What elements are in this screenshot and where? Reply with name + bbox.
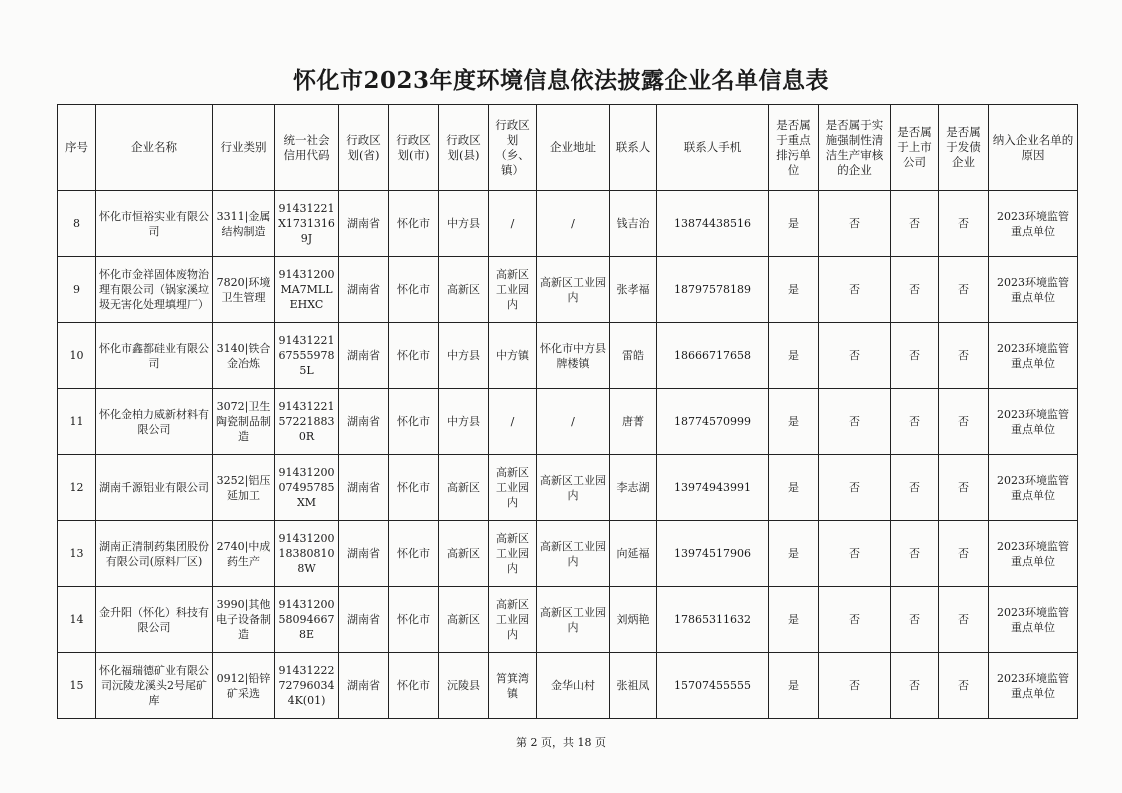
cell-company-name: 金升阳（怀化）科技有限公司	[96, 587, 213, 653]
cell-address: 高新区工业园内	[537, 257, 610, 323]
cell-reason: 2023环境监管重点单位	[989, 191, 1078, 257]
cell-contact: 钱吉治	[610, 191, 657, 257]
cell-key-polluter: 是	[769, 257, 819, 323]
cell-reason: 2023环境监管重点单位	[989, 587, 1078, 653]
cell-contact: 李志湖	[610, 455, 657, 521]
header-cell-contact: 联系人	[610, 105, 657, 191]
header-cell-listed: 是否属于上市公司	[891, 105, 939, 191]
cell-county: 高新区	[439, 587, 489, 653]
table-row	[58, 521, 1078, 587]
cell-industry: 3072|卫生陶瓷制品制造	[213, 389, 275, 455]
header-cell-province: 行政区划(省)	[339, 105, 389, 191]
cell-province: 湖南省	[339, 191, 389, 257]
cell-industry: 3311|金属结构制造	[213, 191, 275, 257]
cell-listed: 否	[891, 587, 939, 653]
header-cell-industry: 行业类别	[213, 105, 275, 191]
cell-company-name: 怀化金柏力威新材料有限公司	[96, 389, 213, 455]
cell-key-polluter: 是	[769, 521, 819, 587]
cell-clean-production: 否	[819, 389, 891, 455]
cell-company-name: 湖南正清制药集团股份有限公司(原料厂区)	[96, 521, 213, 587]
table-row	[58, 191, 1078, 257]
enterprise-table	[57, 104, 1078, 719]
cell-index: 11	[58, 389, 96, 455]
header-cell-phone: 联系人手机	[657, 105, 769, 191]
cell-listed: 否	[891, 521, 939, 587]
header-cell-index: 序号	[58, 105, 96, 191]
cell-listed: 否	[891, 389, 939, 455]
cell-reason: 2023环境监管重点单位	[989, 257, 1078, 323]
page-title: 怀化市2023年度环境信息依法披露企业名单信息表	[292, 67, 829, 94]
cell-index: 8	[58, 191, 96, 257]
header-cell-city: 行政区划(市)	[389, 105, 439, 191]
cell-credit-code: 914312216755597​85L	[275, 323, 339, 389]
cell-town: 中方镇	[489, 323, 537, 389]
cell-clean-production: 否	[819, 323, 891, 389]
cell-index: 14	[58, 587, 96, 653]
cell-index: 12	[58, 455, 96, 521]
cell-town: /	[489, 191, 537, 257]
cell-industry: 2740|中成药生产	[213, 521, 275, 587]
cell-reason: 2023环境监管重点单位	[989, 653, 1078, 719]
cell-clean-production: 否	[819, 257, 891, 323]
header-cell-credit-code: 统一社会信用代码	[275, 105, 339, 191]
cell-company-name: 怀化市金祥固体废物治理有限公司（锅家溪垃圾无害化处理填埋厂）	[96, 257, 213, 323]
cell-credit-code: 91431221572218830R	[275, 389, 339, 455]
table-row	[58, 323, 1078, 389]
cell-reason: 2023环境监管重点单位	[989, 389, 1078, 455]
cell-city: 怀化市	[389, 323, 439, 389]
cell-phone: 13874438516	[657, 191, 769, 257]
header-cell-address: 企业地址	[537, 105, 610, 191]
cell-province: 湖南省	[339, 323, 389, 389]
cell-address: 高新区工业园内	[537, 587, 610, 653]
table-row	[58, 389, 1078, 455]
cell-province: 湖南省	[339, 587, 389, 653]
header-cell-bond-issuer: 是否属于发债企业	[939, 105, 989, 191]
cell-city: 怀化市	[389, 587, 439, 653]
table-row	[58, 257, 1078, 323]
cell-town: 高新区工业园内	[489, 455, 537, 521]
cell-bond-issuer: 否	[939, 455, 989, 521]
cell-industry: 3140|铁合金冶炼	[213, 323, 275, 389]
header-cell-reason: 纳入企业名单的原因	[989, 105, 1078, 191]
cell-phone: 18797578189	[657, 257, 769, 323]
cell-town: 筲箕湾镇	[489, 653, 537, 719]
cell-city: 怀化市	[389, 455, 439, 521]
cell-city: 怀化市	[389, 257, 439, 323]
cell-clean-production: 否	[819, 455, 891, 521]
cell-index: 10	[58, 323, 96, 389]
cell-bond-issuer: 否	[939, 389, 989, 455]
cell-clean-production: 否	[819, 191, 891, 257]
table-body	[58, 191, 1078, 719]
cell-phone: 17865311632	[657, 587, 769, 653]
cell-key-polluter: 是	[769, 191, 819, 257]
page-footer: 第 2 页，共 18 页	[516, 736, 606, 749]
cell-address: 金华山村	[537, 653, 610, 719]
cell-key-polluter: 是	[769, 587, 819, 653]
table-row	[58, 455, 1078, 521]
header-cell-company-name: 企业名称	[96, 105, 213, 191]
cell-bond-issuer: 否	[939, 191, 989, 257]
cell-listed: 否	[891, 323, 939, 389]
cell-reason: 2023环境监管重点单位	[989, 521, 1078, 587]
cell-reason: 2023环境监管重点单位	[989, 323, 1078, 389]
cell-phone: 15707455555	[657, 653, 769, 719]
cell-key-polluter: 是	[769, 323, 819, 389]
cell-listed: 否	[891, 191, 939, 257]
cell-county: 中方县	[439, 323, 489, 389]
cell-credit-code: 91431200580946678E	[275, 587, 339, 653]
cell-credit-code: 91431221X17313169J	[275, 191, 339, 257]
cell-industry: 7820|环境卫生管理	[213, 257, 275, 323]
cell-address: /	[537, 389, 610, 455]
cell-credit-code: 91431200MA7MLLEHXC	[275, 257, 339, 323]
cell-contact: 向延福	[610, 521, 657, 587]
cell-province: 湖南省	[339, 653, 389, 719]
cell-county: 高新区	[439, 257, 489, 323]
cell-county: 高新区	[439, 455, 489, 521]
cell-key-polluter: 是	[769, 455, 819, 521]
cell-town: /	[489, 389, 537, 455]
cell-phone: 13974517906	[657, 521, 769, 587]
cell-listed: 否	[891, 257, 939, 323]
cell-index: 13	[58, 521, 96, 587]
cell-address: 怀化市中方县牌楼镇	[537, 323, 610, 389]
cell-clean-production: 否	[819, 587, 891, 653]
cell-listed: 否	[891, 455, 939, 521]
cell-contact: 张祖凤	[610, 653, 657, 719]
cell-province: 湖南省	[339, 455, 389, 521]
cell-city: 怀化市	[389, 191, 439, 257]
cell-contact: 张孝福	[610, 257, 657, 323]
cell-clean-production: 否	[819, 521, 891, 587]
cell-bond-issuer: 否	[939, 323, 989, 389]
cell-company-name: 怀化市鑫都硅业有限公司	[96, 323, 213, 389]
header-cell-town: 行政区划（乡、镇）	[489, 105, 537, 191]
cell-city: 怀化市	[389, 521, 439, 587]
cell-city: 怀化市	[389, 653, 439, 719]
cell-phone: 18666717658	[657, 323, 769, 389]
cell-phone: 13974943991	[657, 455, 769, 521]
cell-town: 高新区工业园内	[489, 521, 537, 587]
header-row	[58, 105, 1078, 191]
cell-address: /	[537, 191, 610, 257]
cell-county: 中方县	[439, 389, 489, 455]
cell-province: 湖南省	[339, 389, 389, 455]
cell-county: 沅陵县	[439, 653, 489, 719]
cell-address: 高新区工业园内	[537, 455, 610, 521]
cell-bond-issuer: 否	[939, 587, 989, 653]
cell-bond-issuer: 否	[939, 653, 989, 719]
cell-key-polluter: 是	[769, 653, 819, 719]
header-cell-key-polluter: 是否属于重点排污单位	[769, 105, 819, 191]
cell-province: 湖南省	[339, 521, 389, 587]
cell-contact: 雷皓	[610, 323, 657, 389]
cell-listed: 否	[891, 653, 939, 719]
cell-contact: 刘炳艳	[610, 587, 657, 653]
cell-credit-code: 91431200183808108W	[275, 521, 339, 587]
cell-index: 9	[58, 257, 96, 323]
cell-town: 高新区工业园内	[489, 587, 537, 653]
cell-phone: 18774570999	[657, 389, 769, 455]
cell-bond-issuer: 否	[939, 257, 989, 323]
cell-clean-production: 否	[819, 653, 891, 719]
cell-index: 15	[58, 653, 96, 719]
cell-credit-code: 914312227279603​44K(01)	[275, 653, 339, 719]
table-row	[58, 587, 1078, 653]
cell-company-name: 怀化福瑞德矿业有限公司沅陵龙溪头2号尾矿库	[96, 653, 213, 719]
cell-industry: 3252|铝压延加工	[213, 455, 275, 521]
cell-town: 高新区工业园内	[489, 257, 537, 323]
cell-company-name: 怀化市恒裕实业有限公司	[96, 191, 213, 257]
cell-county: 高新区	[439, 521, 489, 587]
cell-reason: 2023环境监管重点单位	[989, 455, 1078, 521]
cell-credit-code: 91431200074957​85XM	[275, 455, 339, 521]
cell-address: 高新区工业园内	[537, 521, 610, 587]
cell-city: 怀化市	[389, 389, 439, 455]
cell-province: 湖南省	[339, 257, 389, 323]
cell-contact: 唐菁	[610, 389, 657, 455]
cell-key-polluter: 是	[769, 389, 819, 455]
cell-county: 中方县	[439, 191, 489, 257]
table-row	[58, 653, 1078, 719]
cell-company-name: 湖南千源铝业有限公司	[96, 455, 213, 521]
cell-industry: 0912|铅锌矿采选	[213, 653, 275, 719]
cell-bond-issuer: 否	[939, 521, 989, 587]
cell-industry: 3990|其他电子设备制造	[213, 587, 275, 653]
header-cell-clean-production: 是否属于实施强制性清洁生产审核的企业	[819, 105, 891, 191]
header-cell-county: 行政区划(县)	[439, 105, 489, 191]
